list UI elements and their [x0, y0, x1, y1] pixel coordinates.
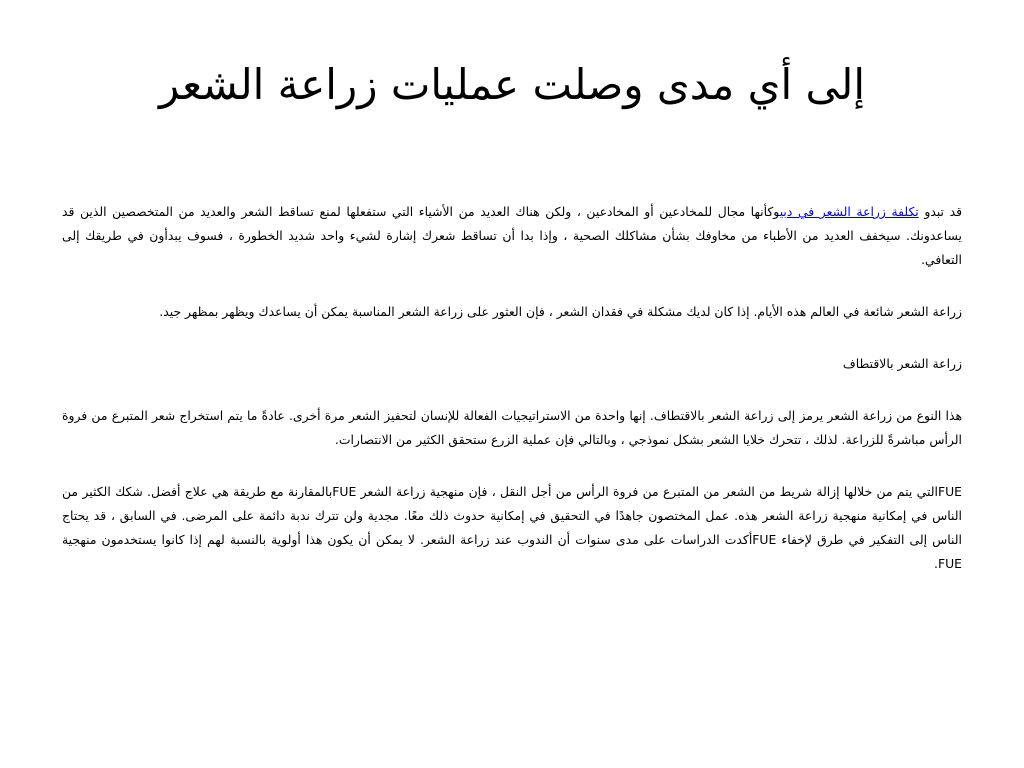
slide-body	[62, 200, 962, 604]
paragraph-fue-description: هذا النوع من زراعة الشعر يرمز إلى زراعة الشعر بالاقتطاف. إنها واحدة من الاستراتيجيات الفعالة للإنسان لتحفيز الشعر مرة أخرى. عادةً ما يتم استخراج شعر المتبرع من فروة الرأس مباشرةً للزراعة. لذلك ، تتحرك خلايا الشعر بشكل نموذجي ، وبالتالي فإن عملية الزرع ستحقق الكثير من الانتصارات.	[62, 408, 962, 447]
paragraph-intro-rest: وكأنها مجال للمخادعين أو المخادعين ، ولكن هناك العديد من الأشياء التي ستفعلها لمنع تساقط الشعر والعديد من المتخصصين الذين قد يساعدونك. سيخفف العديد من الأطباء من مخاوفك بشأن مشاكلك الصحية ، وإذا بدا أن تساقط شعرك إشارة لشيء واحد شديد الخطورة ، فسوف يبدأون في طريقك إلى التعافي.	[62, 204, 962, 267]
section-heading-fue: زراعة الشعر بالاقتطاف	[842, 356, 962, 371]
page-title: إلى أي مدى وصلت عمليات زراعة الشعر	[158, 60, 866, 109]
paragraph-intro	[62, 200, 962, 272]
paragraph-fue-comparison: FUEالتي يتم من خلالها إزالة شريط من الشعر من المتبرع من فروة الرأس من أجل النقل ، فإن منهجية زراعة الشعر FUEبالمقارنة مع طريقة هي علاج أفضل. شكك الكثير من الناس في إمكانية منهجية زراعة الشعر هذه. عمل المختصون جاهدًا في التحقيق في إمكانية حدوث ذلك معًا. مجدية ولن تترك ندبة دائمة على المرضى. في السابق ، قد يحتاج الناس إلى التفكير في طرق لإخفاء FUEأكدت الدراسات على مدى سنوات أن الندوب عند زراعة الشعر. لا يمكن أن يكون هذا أولوية بالنسبة لهم إذا كانوا يستخدمون منهجية FUE.	[62, 484, 962, 571]
paragraph-popularity: زراعة الشعر شائعة في العالم هذه الأيام. إذا كان لديك مشكلة في فقدان الشعر ، فإن العثور على زراعة الشعر المناسبة يمكن أن يساعدك ويظهر بمظهر جيد.	[159, 304, 962, 319]
paragraph-intro-start: قد تبدو	[918, 204, 963, 219]
hair-transplant-cost-link[interactable]: تكلفة زراعة الشعر في دبي	[779, 204, 919, 219]
